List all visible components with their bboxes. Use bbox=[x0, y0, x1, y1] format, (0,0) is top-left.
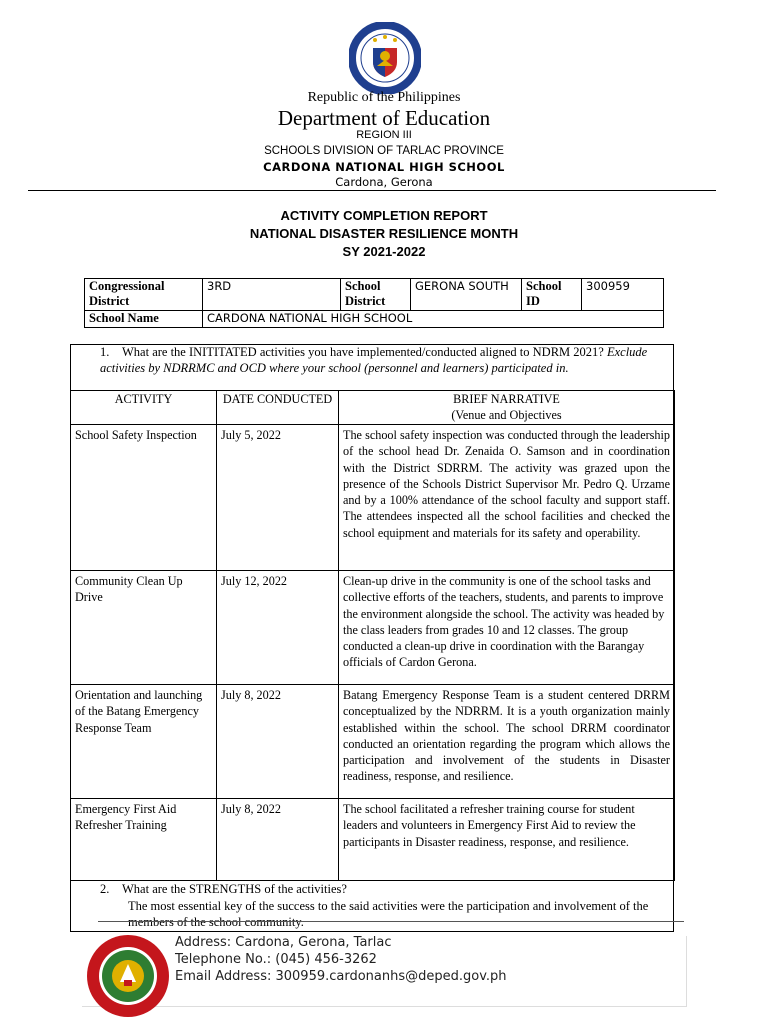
activity-cell: Community Clean Up Drive bbox=[71, 571, 217, 685]
strike-line bbox=[98, 921, 684, 922]
school-info-table bbox=[84, 278, 664, 328]
school-year: SY 2021-2022 bbox=[342, 244, 426, 259]
deped-seal-logo bbox=[349, 22, 421, 94]
school-name-label: School Name bbox=[85, 311, 203, 328]
school-name-value: CARDONA NATIONAL HIGH SCHOOL bbox=[203, 311, 664, 328]
date-column-header: DATE CONDUCTED bbox=[217, 391, 339, 425]
question-1-number: 1. bbox=[100, 345, 110, 359]
school-id-value: 300959 bbox=[582, 279, 664, 311]
activity-cell: School Safety Inspection bbox=[71, 425, 217, 571]
congressional-district-label: Congressional District bbox=[85, 279, 203, 311]
header-divider bbox=[28, 190, 716, 191]
division-line: SCHOOLS DIVISION OF TARLAC PROVINCE bbox=[264, 145, 504, 157]
footer-telephone: Telephone No.: (045) 456-3262 bbox=[175, 952, 377, 967]
footer-email: Email Address: 300959.cardonanhs@deped.gov.ph bbox=[175, 969, 507, 984]
region-line: REGION III bbox=[356, 129, 412, 141]
report-subtitle: NATIONAL DISASTER RESILIENCE MONTH bbox=[249, 226, 519, 241]
date-cell: July 8, 2022 bbox=[217, 799, 339, 881]
activities-table bbox=[70, 390, 675, 881]
school-name-header: CARDONA NATIONAL HIGH SCHOOL bbox=[263, 160, 505, 174]
school-seal-logo bbox=[86, 934, 170, 1018]
date-cell: July 8, 2022 bbox=[217, 685, 339, 799]
question-2-text: What are the STRENGTHS of the activities? bbox=[122, 882, 347, 896]
school-id-label: School ID bbox=[522, 279, 582, 311]
narrative-cell: The school safety inspection was conducted through the leadership of the school head Dr. Zenaida O. Samson and in coordination with the District SDRRM. The activity was grazed upon the presence of the Schools District Supervisor Mr. Pedro Q. Urzame and by a 100% attendance of the school faculty and support staff. The attendees inspected all the school facilities and checked the school equipment and materials for its safety and operability. bbox=[339, 425, 675, 571]
date-cell: July 12, 2022 bbox=[217, 571, 339, 685]
question-2 bbox=[100, 882, 660, 898]
question-1 bbox=[100, 345, 666, 376]
narrative-cell: Clean-up drive in the community is one of the school tasks and collective efforts of the teachers, students, and parents to improve the environment alongside the school. The activity was headed by the class leaders from grades 10 and 12 classes. The group conducted a clean-up drive in coordination with the Barangay officials of Cardon Gerona. bbox=[339, 571, 675, 685]
republic-line: Republic of the Philippines bbox=[307, 90, 461, 105]
narrative-header-sub: (Venue and Objectives bbox=[451, 408, 562, 423]
table-row bbox=[71, 685, 675, 799]
date-cell: July 5, 2022 bbox=[217, 425, 339, 571]
table-row bbox=[71, 425, 675, 571]
activity-cell: Orientation and launching of the Batang Emergency Response Team bbox=[71, 685, 217, 799]
question-1-text: What are the INITITATED activities you have implemented/conducted aligned to NDRM 2021? bbox=[122, 345, 604, 359]
report-title: ACTIVITY COMPLETION REPORT bbox=[280, 208, 488, 223]
strengths-answer: The most essential key of the success to the said activities were the participation and involvement of the members of the school community. bbox=[128, 899, 649, 929]
location-line: Cardona, Gerona bbox=[335, 175, 433, 189]
table-row bbox=[71, 799, 675, 881]
school-district-value: GERONA SOUTH bbox=[411, 279, 522, 311]
activity-column-header: ACTIVITY bbox=[71, 391, 217, 425]
narrative-cell: Batang Emergency Response Team is a student centered DRRM conceptualized by the NDRRM. It is a youth organization mainly established within the school. The school DRRM coordinator conducted an orientation regarding the program which allows the participation and involvement of the students in Disaster readiness, response, and resilience. bbox=[339, 685, 675, 799]
activity-cell: Emergency First Aid Refresher Training bbox=[71, 799, 217, 881]
narrative-cell: The school facilitated a refresher training course for student leaders and volunteers in Emergency First Aid to review the participants in Disaster readiness, response, and resilience. bbox=[339, 799, 675, 881]
congressional-district-value: 3RD bbox=[203, 279, 341, 311]
footer-contact bbox=[175, 934, 507, 985]
question-2-number: 2. bbox=[100, 882, 110, 896]
table-row bbox=[71, 571, 675, 685]
narrative-header-title: BRIEF NARRATIVE bbox=[453, 392, 560, 406]
school-district-label: School District bbox=[341, 279, 411, 311]
footer-address: Address: Cardona, Gerona, Tarlac bbox=[175, 935, 392, 950]
narrative-column-header bbox=[339, 391, 675, 425]
department-title: Department of Education bbox=[277, 106, 491, 130]
question-1-note: Exclude activities by NDRRMC and OCD where your school (personnel and learners) participated in. bbox=[100, 345, 648, 375]
